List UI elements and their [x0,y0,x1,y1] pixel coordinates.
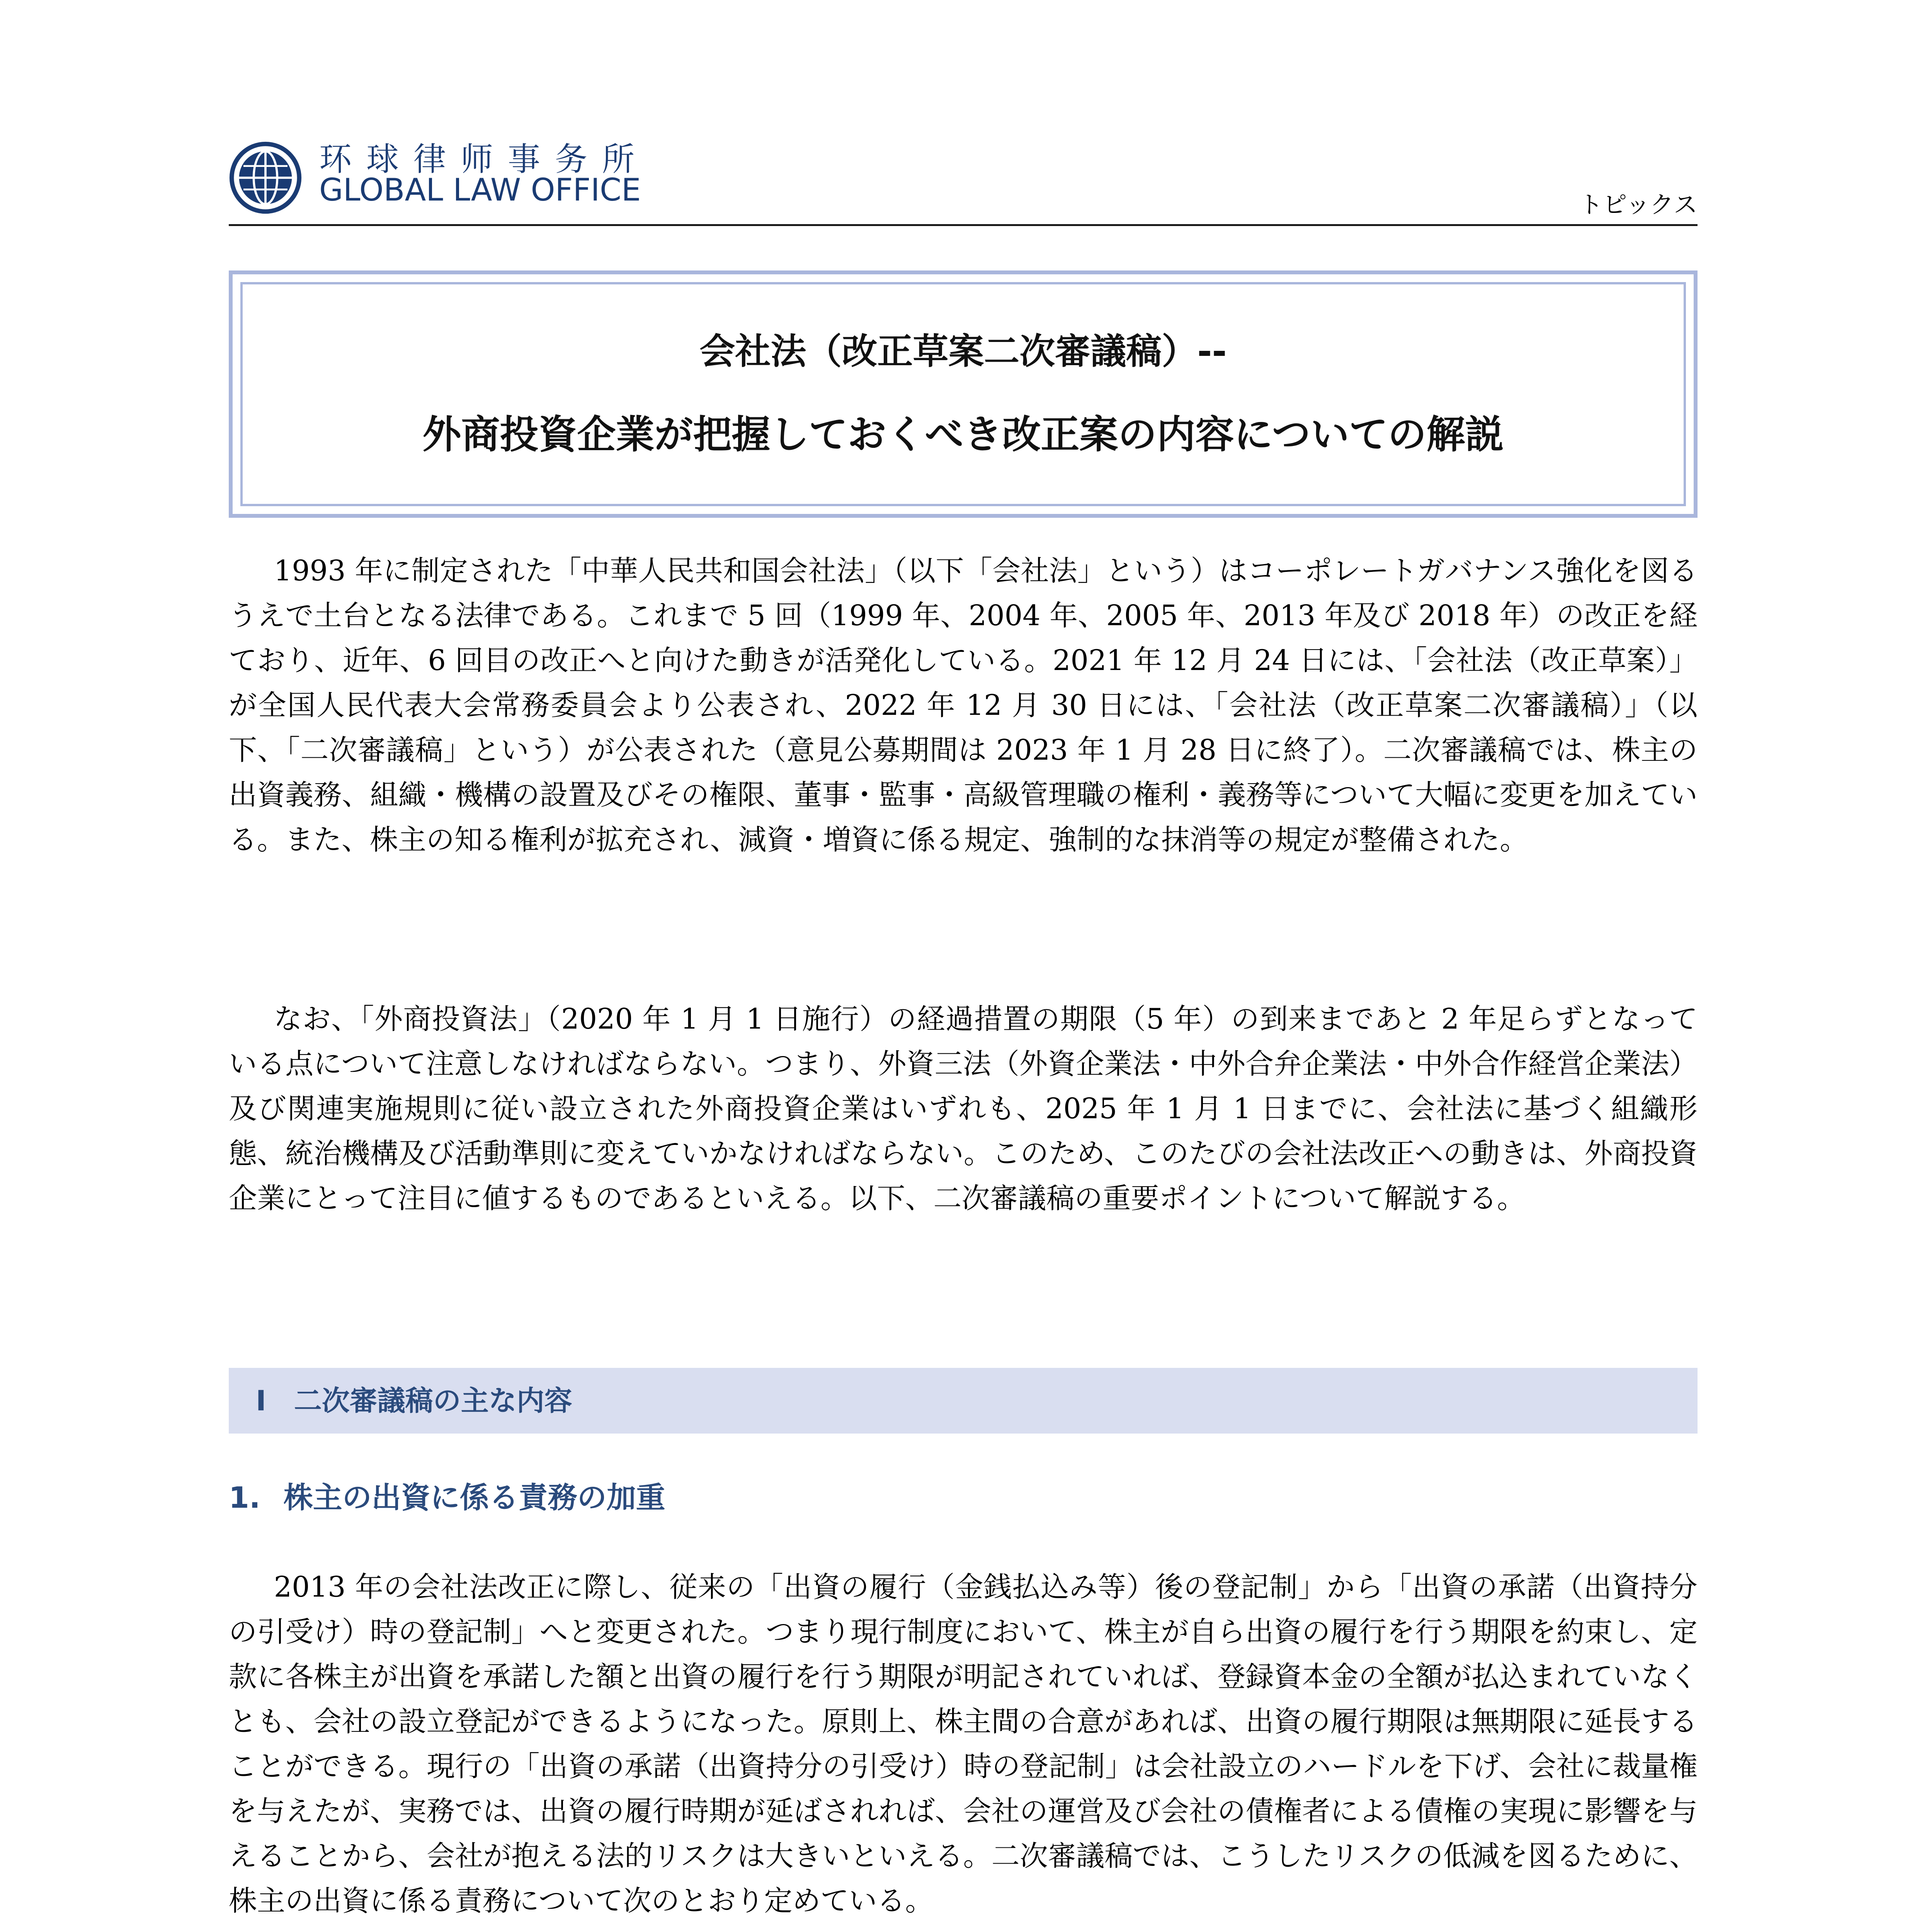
title-box-inner [240,282,1686,506]
document-title-line-1: 会社法（改正草案二次審議稿）-- [699,330,1227,372]
topics-label: トピックス [1579,190,1698,219]
subsection-title: 株主の出資に係る責務の加重 [283,1480,665,1515]
section-heading-i: I 二次審議稿の主な内容 [229,1368,1698,1434]
capital-contribution-paragraph: 2013 年の会社法改正に際し、従来の「出資の履行（金銭払込み等）後の登記制」から「出資の承諾（出資持分の引受け）時の登記制」へと変更された。つまり現行制度において、株主が自ら出資の履行を行う期限を約束し、定款に各株主が出資を承諾した額と出資の履行を行う期限が明記されていれば、登録資本金の全額が払込まれていなくとも、会社の設立登記ができるようになった。原則上、株主間の合意があれば、出資の履行期限は無期限に延長することができる。現行の「出資の承諾（出資持分の引受け）時の登記制」は会社設立のハードルを下げ、会社に裁量権を与えたが、実務では、出資の履行時期が延ばされれば、会社の運営及び会社の債権者による債権の実現に影響を与えることから、会社が抱える法的リスクは大きいといえる。二次審議稿では、こうしたリスクの低減を図るために、株主の出資に係る責務について次のとおり定めている。 [229,1571,1698,1917]
header-divider [229,224,1698,226]
firm-name-chinese: 环球律师事务所 [319,140,650,178]
note-paragraph: なお、「外商投資法」（2020 年 1 月 1 日施行）の経過措置の期限（5 年）の到来まであと 2 年足らずとなっている点について注意しなければならない。つまり、外資三法（外資企業法・中外合弁企業法・中外合作経営企業法）及び関連実施規則に従い設立された外商投資企業はいずれも、2025 年 1 月 1 日までに、会社法に基づく組織形態、統治機構及び活動準則に変えていかなければならない。このため、このたびの会社法改正への動きは、外商投資企業にとって注目に値するものであるといえる。以下、二次審議稿の重要ポイントについて解説する。 [229,1003,1698,1215]
document-title-line-2: 外商投資企業が把握しておくべき改正案の内容についての解説 [422,412,1504,457]
firm-name-english: GLOBAL LAW OFFICE [319,172,641,208]
title-box [229,270,1698,518]
globe-logo-icon [229,141,302,214]
subsection-heading-1 [229,1474,665,1516]
subsection-number: 1. [229,1480,260,1515]
intro-paragraph: 1993 年に制定された「中華人民共和国会社法」（以下「会社法」という）はコーポレートガバナンス強化を図るうえで土台となる法律である。これまで 5 回（1999 年、2004 年、2005 年、2013 年及び 2018 年）の改正を経ており、近年、6 回目の改正へと向けた動きが活発化している。2021 年 12 月 24 日には、「会社法（改正草案）」が全国人民代表大会常務委員会より公表され、2022 年 12 月 30 日には、「会社法（改正草案二次審議稿）」（以下、「二次審議稿」という）が公表された（意見公募期間は 2023 年 1 月 28 日に終了）。二次審議稿では、株主の出資義務、組織・機構の設置及びその権限、董事・監事・高級管理職の権利・義務等について大幅に変更を加えている。また、株主の知る権利が拡充され、減資・増資に係る規定、強制的な抹消等の規定が整備された。 [229,554,1698,856]
